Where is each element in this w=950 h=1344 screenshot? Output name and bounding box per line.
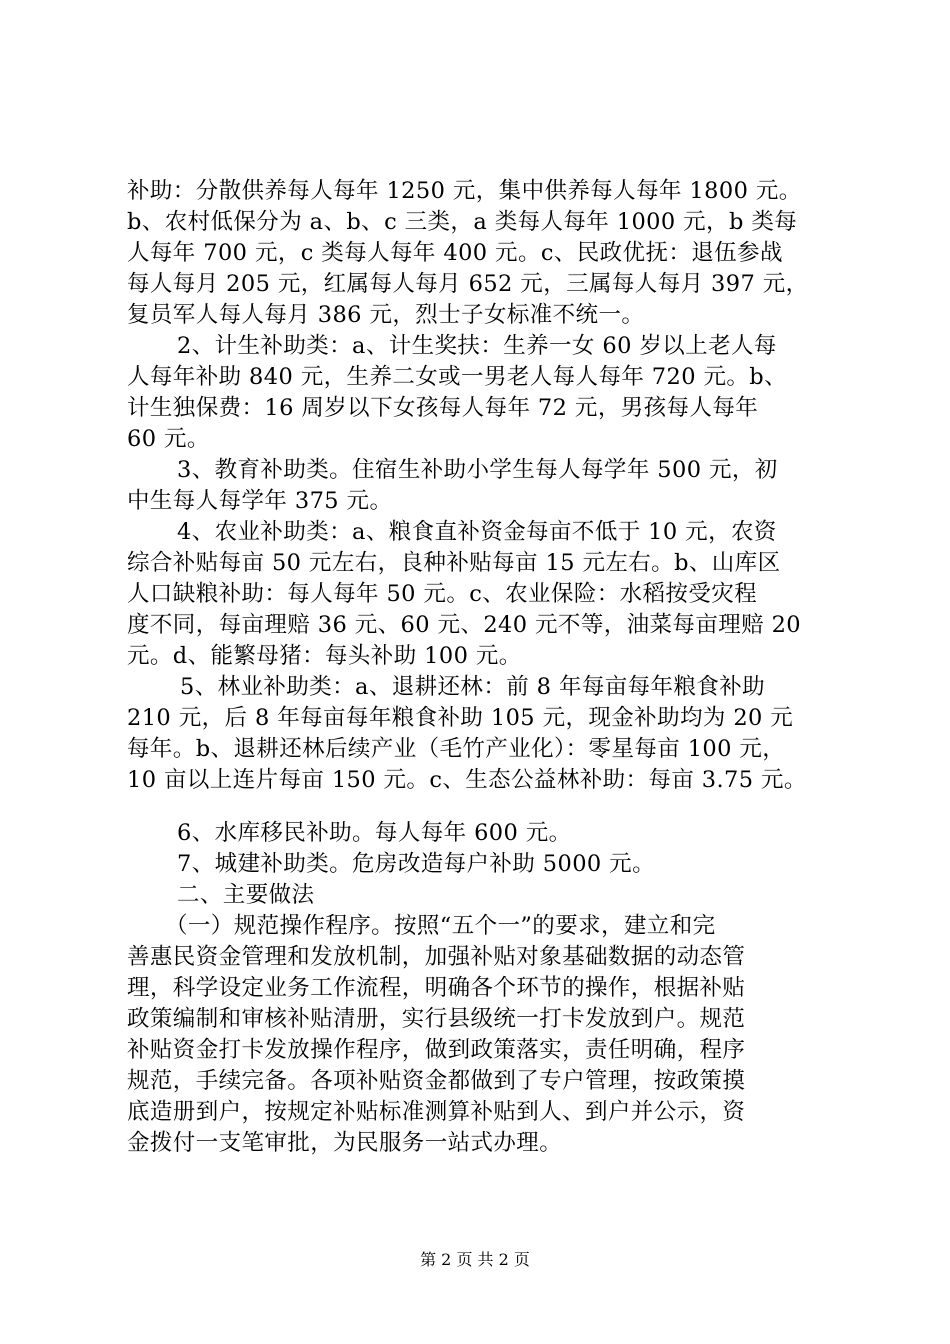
text-line: 人每年 700 元，c 类每人每年 400 元。c、民政优抚：退伍参战 xyxy=(127,240,783,266)
text-line: 规范，手续完备。各项补贴资金都做到了专户管理，按政策摸 xyxy=(127,1068,746,1094)
text-line: 复员军人每人每月 386 元，烈士子女标准不统一。 xyxy=(127,302,645,328)
text-line: 计生独保费：16 周岁以下女孩每人每年 72 元，男孩每人每年 xyxy=(127,395,759,421)
text-line: 善惠民资金管理和发放机制，加强补贴对象基础数据的动态管 xyxy=(127,944,746,970)
page-footer: 第 2 页 共 2 页 xyxy=(420,1250,530,1269)
text-line: 元。d、能繁母猪：每头补助 100 元。 xyxy=(127,643,522,669)
text-line: 补助：分散供养每人每年 1250 元，集中供养每人每年 1800 元。 xyxy=(127,178,802,204)
text-line: 60 元。 xyxy=(127,426,210,452)
text-line: 5、林业补助类：a、退耕还林：前 8 年每亩每年粮食补助 xyxy=(180,674,766,700)
text-line: 3、教育补助类。住宿生补助小学生每人每学年 500 元，初 xyxy=(177,457,778,483)
text-line: 金拨付一支笔审批，为民服务一站式办理。 xyxy=(127,1130,563,1156)
text-line: 4、农业补助类：a、粮食直补资金每亩不低于 10 元，农资 xyxy=(177,519,777,545)
text-line: 每年。b、退耕还林后续产业（毛竹产业化）：零星每亩 100 元， xyxy=(127,736,786,762)
text-line: 每人每月 205 元，红属每人每月 652 元，三属每人每月 397 元， xyxy=(127,271,809,297)
text-line: 6、水库移民补助。每人每年 600 元。 xyxy=(177,820,572,846)
section-heading: 二、主要做法 xyxy=(177,882,315,908)
text-line: 210 元，后 8 年每亩每年粮食补助 105 元，现金补助均为 20 元 xyxy=(127,705,794,731)
text-line: （一）规范操作程序。按照“五个一”的要求，建立和完 xyxy=(165,913,716,939)
text-line: 中生每人每学年 375 元。 xyxy=(127,488,393,514)
text-line: 7、城建补助类。危房改造每户补助 5000 元。 xyxy=(177,851,655,877)
text-line: 理，科学设定业务工作流程，明确各个环节的操作，根据补贴 xyxy=(127,975,746,1001)
text-line: b、农村低保分为 a、b、c 三类，a 类每人每年 1000 元，b 类每 xyxy=(127,209,798,235)
text-line: 10 亩以上连片每亩 150 元。c、生态公益林补助：每亩 3.75 元。 xyxy=(127,767,807,793)
text-line: 度不同，每亩理赔 36 元、60 元、240 元不等，油菜每亩理赔 20 xyxy=(127,612,801,638)
text-line: 人口缺粮补助：每人每年 50 元。c、农业保险：水稻按受灾程 xyxy=(127,581,758,607)
text-line: 补贴资金打卡发放操作程序，做到政策落实，责任明确，程序 xyxy=(127,1037,746,1063)
text-line: 人每年补助 840 元，生养二女或一男老人每人每年 720 元。b、 xyxy=(127,364,788,390)
text-line: 政策编制和审核补贴清册，实行县级统一打卡发放到户。规范 xyxy=(127,1006,746,1032)
text-line: 综合补贴每亩 50 元左右，良种补贴每亩 15 元左右。b、山库区 xyxy=(127,550,781,576)
text-line: 2、计生补助类：a、计生奖扶：生养一女 60 岁以上老人每 xyxy=(177,333,777,359)
text-line: 底造册到户，按规定补贴标准测算补贴到人、到户并公示，资 xyxy=(127,1099,746,1125)
